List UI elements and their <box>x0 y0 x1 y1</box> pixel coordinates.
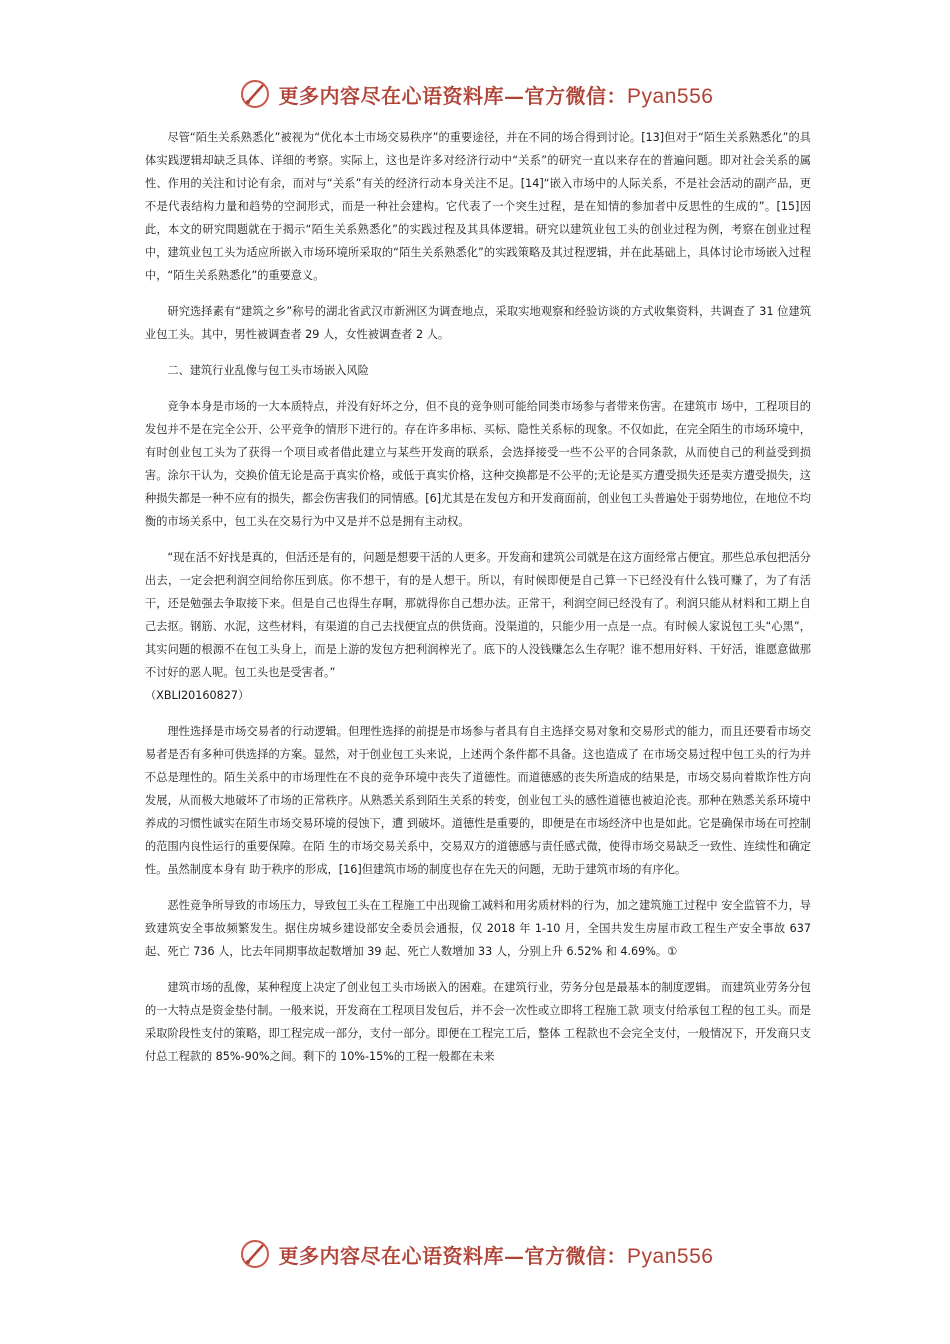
banner-text <box>279 80 714 109</box>
banner-wechat-id: Pyan556 <box>627 84 714 108</box>
header-banner <box>0 74 950 114</box>
interview-quote <box>145 546 811 707</box>
paragraph: 建筑市场的乱像，某种程度上决定了创业包工头市场嵌入的困难。在建筑行业，劳务分包是最基本的制度逻辑。 而建筑业劳务分包的一大特点是资金垫付制。一般来说，开发商在工程项目发包后，并不会一次性或立即将工程施工款 项支付给承包工程的包工头。而是采取阶段性支付的策略，即工程完成一部分，支付一部分。即便在工程完工后，整体 工程款也不会完全支付，一般情况下，开发商只支付总工程款的 85%-90%之间。剩下的 10%-15%的工程一般都在未来 <box>145 981 811 1063</box>
banner-wechat-id: Pyan556 <box>627 1244 714 1268</box>
paragraph: 研究选择素有“建筑之乡”称号的湖北省武汉市新洲区为调查地点，采取实地观察和经验访谈的方式收集资料，共调查了 31 位建筑业包工头。其中，男性被调查者 29 人，女性被调查者 2 人。 <box>145 305 811 341</box>
banner-text <box>279 1240 714 1269</box>
footer-banner <box>0 1234 950 1274</box>
paragraph: 竞争本身是市场的一大本质特点，并没有好坏之分，但不良的竞争则可能给同类市场参与者带来伤害。在建筑市 场中，工程项目的发包并不是在完全公开、公平竞争的情形下进行的。存在许多串标、买标、隐性关系标的现象。不仅如此，在完全陌生的市场环境中，有时创业包工头为了获得一个项目或者借此建立与某些开发商的联系，会选择接受一些不公平的合同条款，从而使自己的利益受到损害。涂尔干认为，交换价值无论是高于真实价格，或低于真实价格，这种交换都是不公平的;无论是买方遭受损失还是卖方遭受损失，这种损失都是一种不应有的损失，都会伤害我们的同情感。[6]尤其是在发包方和开发商面前，创业包工头普遍处于弱势地位，在地位不均衡的市场关系中，包工头在交易行为中又是并不总是拥有主动权。 <box>145 400 811 528</box>
banner-text-cn: 更多内容尽在心语资料库—官方微信： <box>278 83 628 108</box>
article-body <box>145 126 811 1081</box>
feather-pen-logo-icon <box>237 1236 273 1272</box>
section-heading: 二、建筑行业乱像与包工头市场嵌入风险 <box>167 364 369 377</box>
paragraph: 尽管“陌生关系熟悉化”被视为“优化本土市场交易秩序”的重要途径，并在不同的场合得到讨论。[13]但对于“陌生关系熟悉化”的具体实践逻辑却缺乏具体、详细的考察。实际上，这也是许多对经济行动中“关系”的研究一直以来存在的普遍问题。即对社会关系的属性、作用的关注和讨论有余，而对与“关系”有关的经济行动本身关注不足。[14]“嵌入市场中的人际关系，不是社会活动的副产品，更不是代表结构力量和趋势的空洞形式，而是一种社会建构。它代表了一个突生过程，是在知情的参加者中反思性的生成的”。[15]因此，本文的研究問题就在于揭示“陌生关系熟悉化”的实践过程及其具体逻辑。研究以建筑业包工头的创业过程为例，考察在创业过程中，建筑业包工头为适应所嵌入市场环境所采取的“陌生关系熟悉化”的实践策略及其过程逻辑，并在此基础上，具体讨论市场嵌入过程中，“陌生关系熟悉化”的重要意义。 <box>145 131 811 282</box>
feather-pen-logo-icon <box>237 76 273 112</box>
quote-source-code: （XBLI20160827） <box>145 689 250 702</box>
quote-text: “现在活不好找是真的，但活还是有的，问题是想要干活的人更多。开发商和建筑公司就是在这方面经常占便宜。那些总承包把活分出去，一定会把利润空间给你压到底。你不想干，有的是人想干。所以，有时候即便是自己算一下已经没有什么钱可赚了，为了有活干，还是勉强去争取接下来。但是自己也得生存啊，那就得你自己想办法。正常干，利润空间已经没有了。利润只能从材料和工期上自己去抠。钢筋、水泥，这些材料，有渠道的自己去找便宜点的供货商。没渠道的，只能少用一点是一点。有时候人家说包工头“心黑”，其实问题的根源不在包工头身上，而是上游的发包方把利润榨光了。底下的人没钱赚怎么生存呢？谁不想用好料、干好活，谁愿意做那不讨好的恶人呢。包工头也是受害者。” <box>145 551 811 679</box>
paragraph: 恶性竞争所导致的市场压力，导致包工头在工程施工中出现偷工减料和用劣质材料的行为，加之建筑施工过程中 安全监管不力，导致建筑安全事故频繁发生。据住房城乡建设部安全委员会通报，仅 2018 年 1-10 月，全国共发生房屋市政工程生产安全事故 637 起、死亡 736 人，比去年同期事故起数增加 39 起、死亡人数增加 33 人，分别上升 6.52% 和 4.69%。① <box>145 899 811 958</box>
paragraph: 理性选择是市场交易者的行动逻辑。但理性选择的前提是市场参与者具有自主选择交易对象和交易形式的能力，而且还要看市场交易者是否有多种可供选择的方案。显然，对于创业包工头来说，上述两个条件都不具备。这也造成了 在市场交易过程中包工头的行为并不总是理性的。陌生关系中的市场理性在不良的竞争环境中丧失了道德性。而道德感的丧失所造成的结果是，市场交易向着欺诈性方向发展，从而极大地破坏了市场的正常秩序。从熟悉关系到陌生关系的转变，创业包工头的感性道德也被迫沦丧。那种在熟悉关系环境中养成的习惯性诚实在陌生市场交易环境的侵蚀下，遭 到破坏。道德性是重要的，即便是在市场经济中也是如此。它是确保市场在可控制的范围内良性运行的重要保障。在陌 生的市场交易关系中，交易双方的道德感与责任感式微，使得市场交易缺乏一致性、连续性和确定性。虽然制度本身有 助于秩序的形成，[16]但建筑市场的制度也存在先天的问题，无助于建筑市场的有序化。 <box>145 725 811 876</box>
banner-text-cn: 更多内容尽在心语资料库—官方微信： <box>278 1243 628 1268</box>
